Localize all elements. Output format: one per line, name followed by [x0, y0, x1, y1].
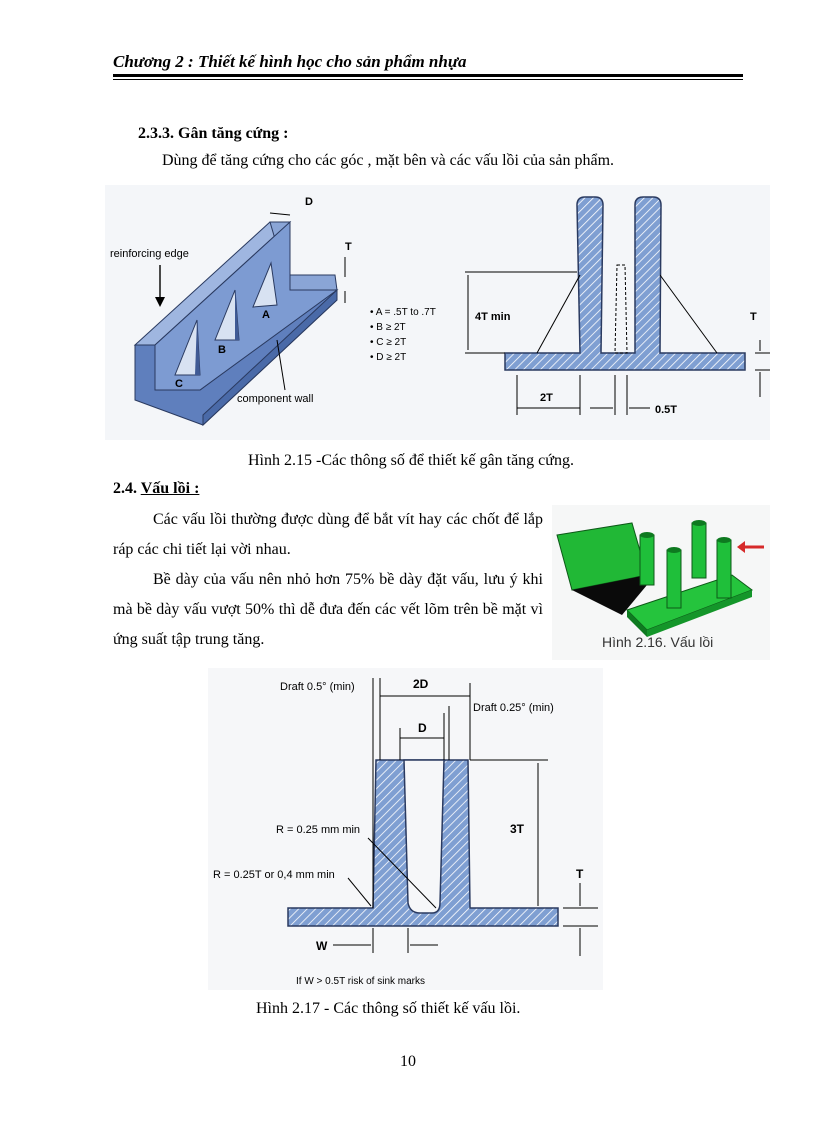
label-4t-min: 4T min — [475, 311, 511, 323]
page-number: 10 — [400, 1053, 416, 1070]
label-b: B — [218, 344, 226, 356]
rule-b: • B ≥ 2T — [370, 322, 406, 333]
section-24-heading — [113, 480, 199, 498]
section-24-title: Vấu lồi : — [140, 480, 200, 497]
rule-c: • C ≥ 2T — [370, 337, 407, 348]
figure-215-caption: Hình 2.15 -Các thông số để thiết kế gân tăng cứng. — [248, 452, 574, 469]
label-draft-025: Draft 0.25° (min) — [473, 702, 554, 714]
section-233-heading: 2.3.3. Gân tăng cứng : — [138, 125, 289, 142]
label-component-wall: component wall — [237, 393, 314, 405]
figure-215-rib-diagram — [105, 185, 770, 440]
label-2t: 2T — [540, 392, 553, 404]
section-24-paragraph-1: Các vấu lồi thường được dùng để bắt vít hay các chốt để lắp ráp các chi tiết lại vời nhau. — [113, 511, 543, 558]
label-3t: 3T — [510, 822, 525, 836]
figure-216-boss-image — [552, 505, 770, 660]
label-reinforcing-edge: reinforcing edge — [110, 248, 189, 260]
label-c: C — [175, 378, 183, 390]
label-r-025t: R = 0.25T or 0,4 mm min — [213, 869, 335, 881]
section-24-paragraph-2: Bề dày của vấu nên nhỏ hơn 75% bề dày đặt vấu, lưu ý khi mà bề dày vấu vượt 50% thì dễ đưa đến các vết lõm trên bề mặt vì ứng suất tập trung tăng. — [113, 571, 543, 648]
label-d: D — [418, 721, 427, 735]
section-24-number: 2.4. — [113, 480, 141, 497]
rule-a: • A = .5T to .7T — [370, 307, 436, 318]
figure-217-boss-diagram — [208, 668, 603, 990]
label-w: W — [316, 939, 328, 953]
label-sink-note: If W > 0.5T risk of sink marks — [296, 976, 426, 987]
label-t: T — [345, 241, 352, 253]
label-r-025: R = 0.25 mm min — [276, 824, 361, 836]
label-a: A — [262, 309, 270, 321]
label-d: D — [305, 196, 313, 208]
label-right-t: T — [750, 311, 757, 323]
header-rule — [113, 74, 743, 77]
rule-d: • D ≥ 2T — [370, 352, 407, 363]
figure-216-caption: Hình 2.16. Vấu lồi — [602, 634, 714, 650]
label-t: T — [576, 867, 584, 881]
header-rule-thin — [113, 79, 743, 80]
label-05t: 0.5T — [655, 404, 678, 416]
label-2d: 2D — [413, 677, 429, 691]
chapter-header: Chương 2 : Thiết kế hình học cho sản phẩm nhựa — [113, 52, 467, 71]
label-draft-05: Draft 0.5° (min) — [280, 681, 355, 693]
figure-217-caption: Hình 2.17 - Các thông số thiết kế vấu lồi. — [256, 1000, 521, 1017]
section-233-text: Dùng để tăng cứng cho các góc , mặt bên và các vấu lồi của sản phẩm. — [162, 152, 615, 169]
